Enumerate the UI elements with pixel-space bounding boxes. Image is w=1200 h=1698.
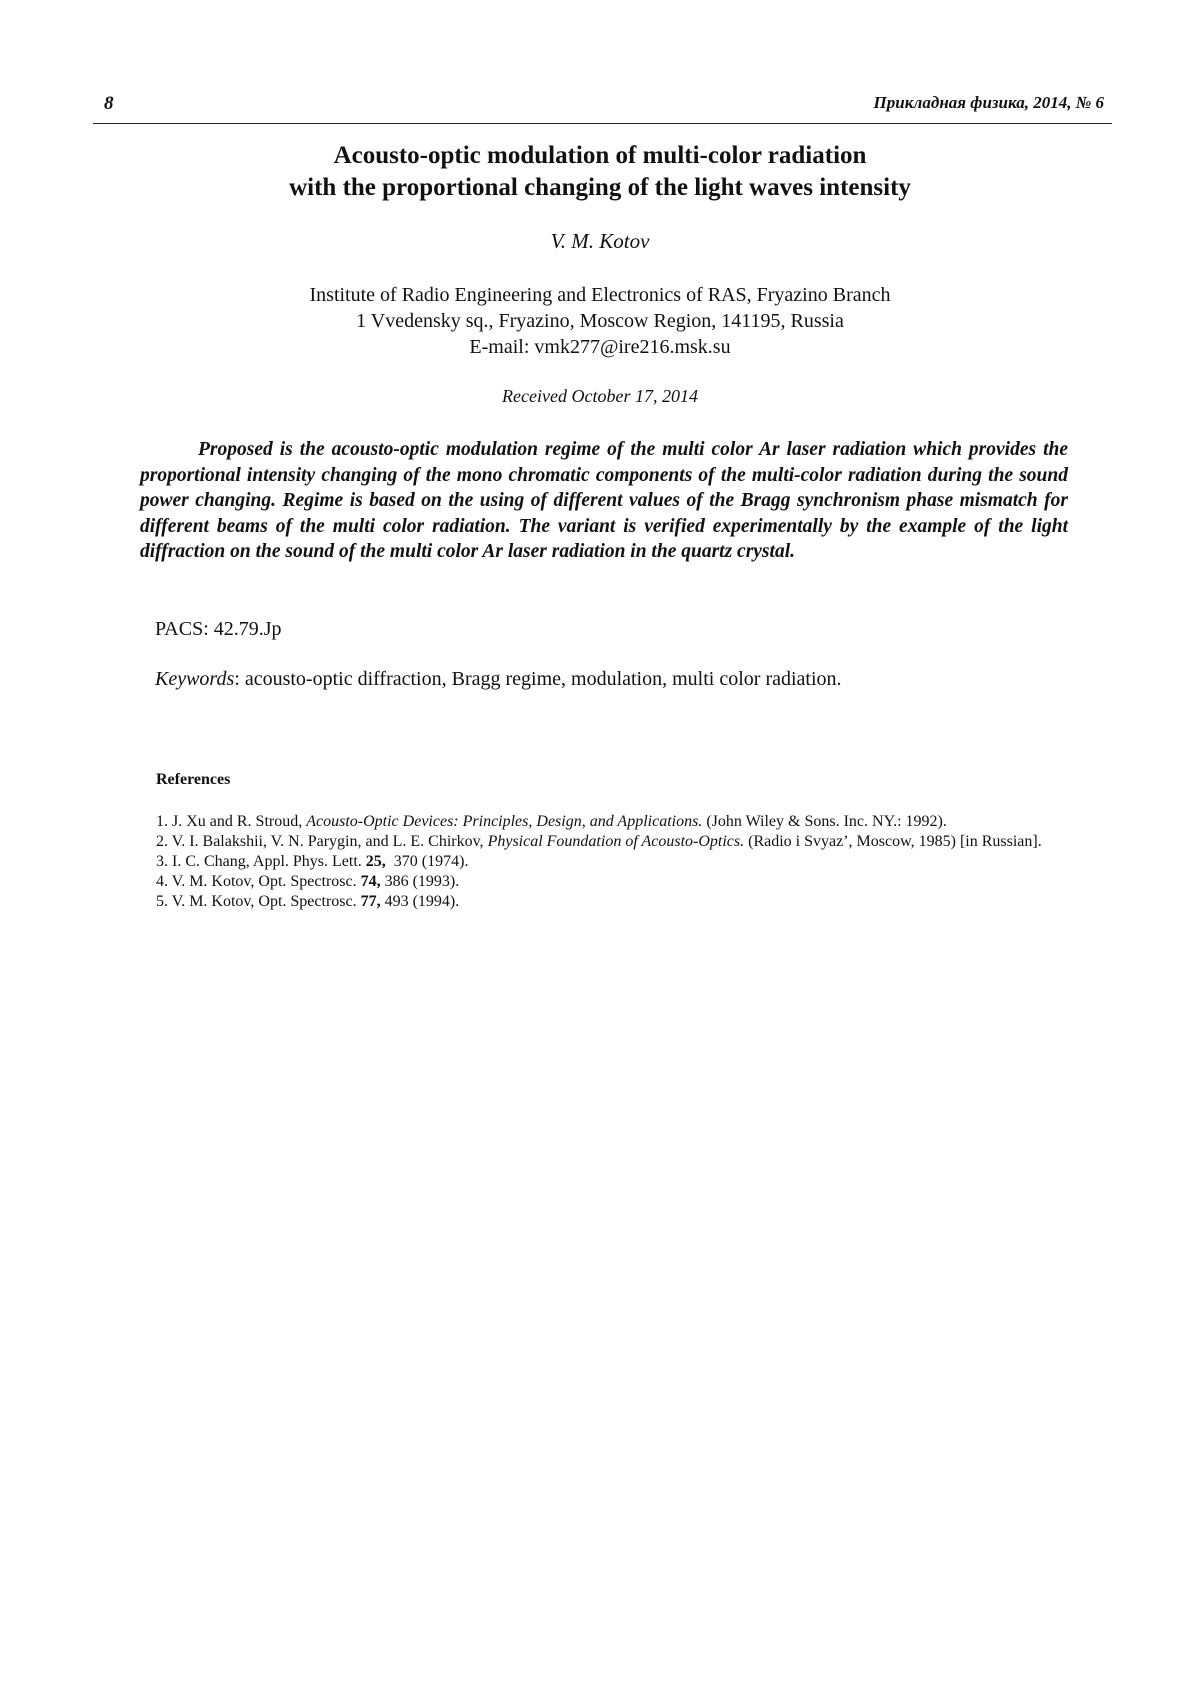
received-date: Received October 17, 2014 [502,386,698,406]
reference-publisher: (Radio i Svyaz’, Moscow, 1985) [in Russian]. [744,833,1042,850]
affiliation-line: 1 Vvedensky sq., Fryazino, Moscow Region, 141195, Russia [356,310,844,332]
keywords [155,668,842,691]
keywords-label: Keywords [155,668,235,690]
reference-title: Physical Foundation of Acousto-Optics. [487,833,745,850]
affiliation [0,282,1200,360]
title-line: with the proportional changing of the light waves intensity [289,174,911,201]
affiliation-line: Institute of Radio Engineering and Electronics of RAS, Fryazino Branch [309,284,891,306]
reference-pages: 386 (1993). [380,873,460,890]
keywords-text: : acousto-optic diffraction, Bragg regime, modulation, multi color radiation. [234,668,842,690]
reference-authors: 4. V. M. Kotov, Opt. Spectrosc. [156,873,361,890]
journal-header: Прикладная физика, 2014, № 6 [873,93,1104,112]
reference-authors: 2. V. I. Balakshii, V. N. Parygin, and L. E. Chirkov, [156,833,488,850]
abstract: Proposed is the acousto-optic modulation regime of the multi color Ar laser radiation which provides the proportional intensity changing of the mono chromatic components of the multi-color radiation during the sound power changing. Regime is based on the using of different values of the Bragg synchronism phase mismatch for different beams of the multi color radiation. The variant is verified experimentally by the example of the light diffraction on the sound of the multi color Ar laser radiation in the quartz crystal. [140,439,1068,562]
reference-item [156,812,1114,832]
affiliation-email: E-mail: vmk277@ire216.msk.su [469,336,731,358]
reference-volume: 77, [360,893,381,910]
reference-volume: 74, [360,873,381,890]
author: V. M. Kotov [550,229,650,253]
reference-item [156,872,1114,892]
reference-title: Acousto-Optic Devices: Principles, Design, and Applications. [306,813,703,830]
reference-authors: 1. J. Xu and R. Stroud, [156,813,307,830]
reference-item [156,832,1114,852]
reference-pages: 493 (1994). [380,893,460,910]
article-title [0,140,1200,204]
reference-item [156,892,1114,912]
reference-authors: 5. V. M. Kotov, Opt. Spectrosc. [156,893,361,910]
reference-list [156,812,1114,912]
reference-volume: 25, [365,853,386,870]
reference-item [156,852,1114,872]
reference-pages: 370 (1974). [385,853,469,870]
references-heading: References [156,771,231,788]
reference-authors: 3. I. C. Chang, Appl. Phys. Lett. [156,853,366,870]
page-number: 8 [104,93,114,114]
pacs-code: PACS: 42.79.Jp [155,618,282,640]
header-divider [93,123,1112,124]
reference-publisher: (John Wiley & Sons. Inc. NY.: 1992). [702,813,947,830]
title-line: Acousto-optic modulation of multi-color radiation [333,142,867,169]
